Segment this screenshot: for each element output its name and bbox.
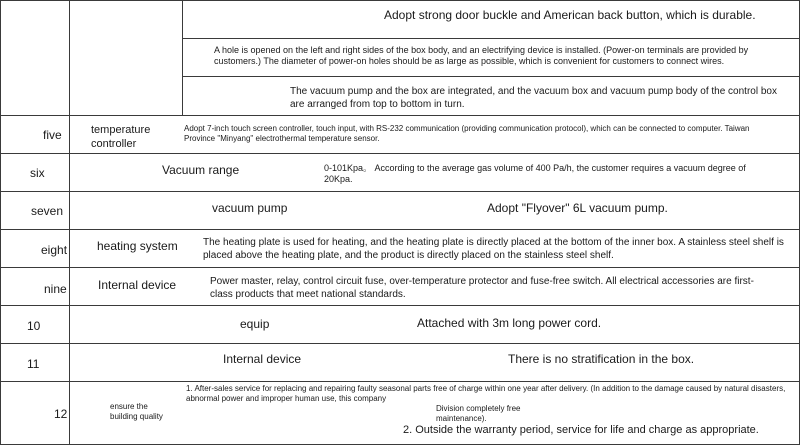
spec-text-stratification: There is no stratification in the box. bbox=[508, 352, 695, 366]
row-divider bbox=[0, 267, 800, 268]
column-divider bbox=[182, 0, 183, 115]
row-item-label: equip bbox=[240, 317, 270, 331]
row-divider bbox=[182, 38, 800, 39]
row-item-label: temperature controller bbox=[91, 124, 151, 150]
spec-text-warranty-2: 2. Outside the warranty period, service for life and charge as appropriate. bbox=[403, 424, 759, 436]
row-divider bbox=[0, 115, 800, 116]
row-divider bbox=[0, 0, 800, 1]
row-number: 10 bbox=[27, 319, 41, 333]
spec-text-warranty-1: 1. After-sales service for replacing and repairing faulty seasonal parts free of charge within one year after delivery. (In addition to the damage caused by natural disasters, abnormal power and improper human use, this company bbox=[186, 384, 786, 403]
row-number: seven bbox=[31, 204, 64, 218]
column-divider bbox=[69, 0, 70, 445]
row-number: eight bbox=[41, 243, 68, 257]
row-number: five bbox=[43, 128, 62, 142]
spec-text-vacuum-pump: Adopt "Flyover" 6L vacuum pump. bbox=[487, 201, 668, 215]
row-number: nine bbox=[44, 282, 67, 296]
row-item-label: ensure the building quality bbox=[110, 402, 163, 421]
row-item-label: vacuum pump bbox=[212, 201, 288, 215]
spec-text-vacuum-range: 0-101Kpa。 According to the average gas volume of 400 Pa/h, the customer requires a vacuum degree of 20Kpa. bbox=[324, 163, 746, 185]
row-number: 11 bbox=[27, 357, 40, 371]
row-divider bbox=[182, 76, 800, 77]
spec-text-warranty-free: Division completely free maintenance). bbox=[436, 404, 521, 423]
spec-text-electrical: Power master, relay, control circuit fuse, over-temperature protector and fuse-free switch. All electrical accessories are first-class products that meet national standards. bbox=[210, 276, 754, 300]
spec-text-power-holes: A hole is opened on the left and right sides of the box body, and an electrifying device is installed. (Power-on terminals are provided by customers.) The diameter of power-on holes should be as large as possible, which is convenient for customers to connect wires. bbox=[214, 45, 749, 67]
row-item-label: Internal device bbox=[223, 352, 302, 366]
row-item-label: Vacuum range bbox=[162, 163, 240, 177]
row-divider bbox=[0, 305, 800, 306]
spec-text-controller: Adopt 7-inch touch screen controller, touch input, with RS-232 communication (providing communication protocol), which can be connected to computer. Taiwan Province "Minyang" electrothermal temperature sensor. bbox=[184, 124, 750, 143]
row-divider bbox=[0, 153, 800, 154]
row-item-label: heating system bbox=[97, 239, 178, 253]
row-divider bbox=[0, 229, 800, 230]
spec-text-door-buckle: Adopt strong door buckle and American back button, which is durable. bbox=[384, 8, 756, 22]
row-item-label: Internal device bbox=[98, 278, 177, 292]
spec-text-pump-integrated: The vacuum pump and the box are integrated, and the vacuum box and vacuum pump body of the control box are arranged from top to bottom in turn. bbox=[290, 86, 777, 110]
row-divider bbox=[0, 444, 800, 445]
row-divider bbox=[0, 343, 800, 344]
column-divider bbox=[0, 0, 1, 445]
spec-text-heating: The heating plate is used for heating, and the heating plate is directly placed at the bottom of the inner box. A stainless steel shelf is placed above the heating plate, and the product is directly placed on the stainless steel shelf. bbox=[203, 237, 784, 261]
row-divider bbox=[0, 191, 800, 192]
row-divider bbox=[0, 381, 800, 382]
row-number: six bbox=[30, 166, 45, 180]
spec-text-power-cord: Attached with 3m long power cord. bbox=[417, 316, 602, 330]
row-number: 12 bbox=[54, 407, 68, 421]
